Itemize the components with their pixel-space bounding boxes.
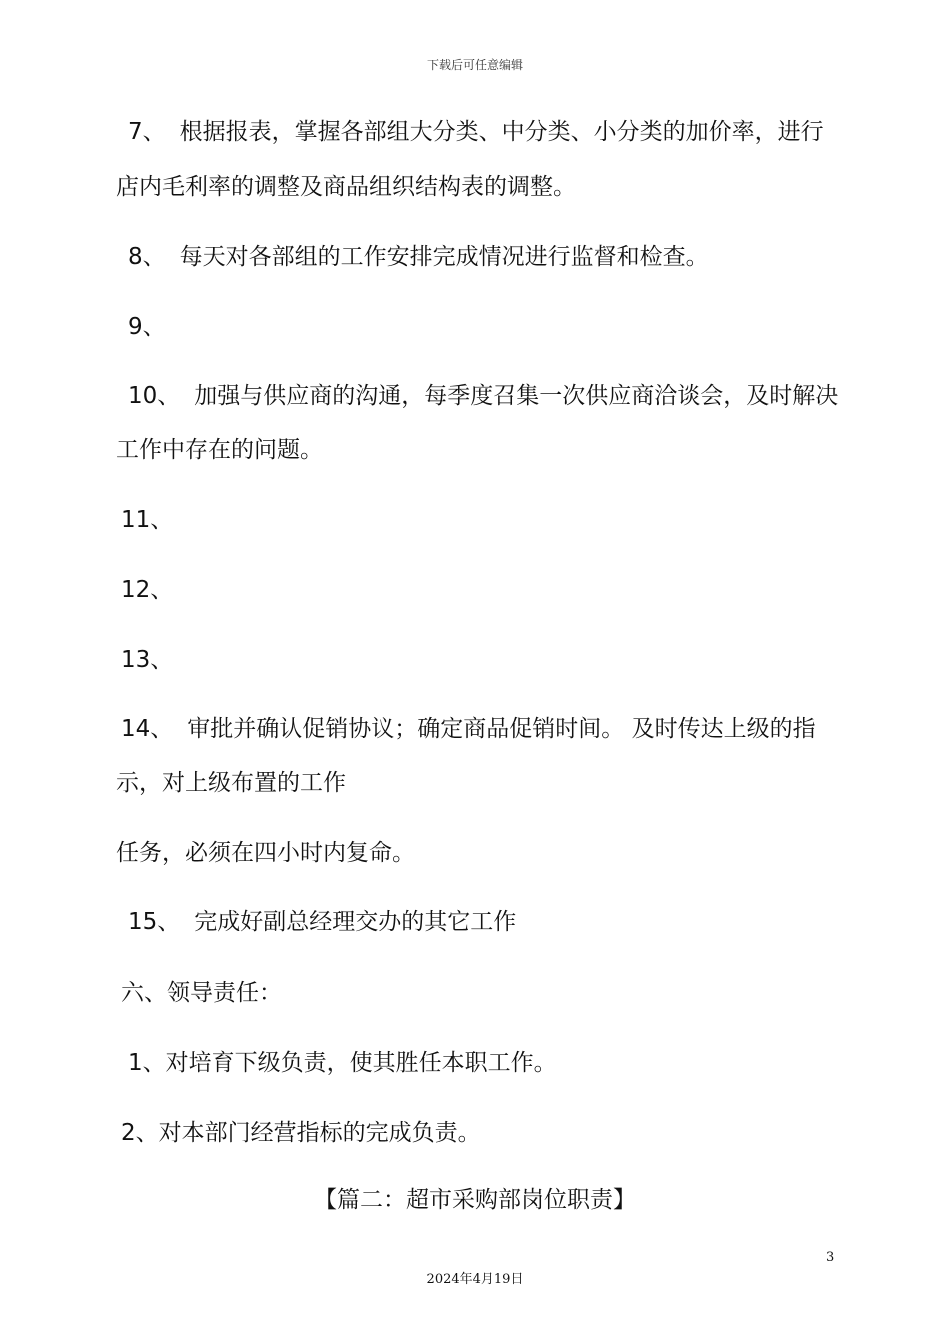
- list-item-12: [121, 575, 173, 605]
- item-number: 10、: [128, 383, 181, 409]
- item-text: 每天对各部组的工作安排完成情况进行监督和检查。: [179, 244, 709, 270]
- responsibility-item-1: 1、对培育下级负责，使其胜任本职工作。: [128, 1050, 557, 1076]
- item-number: 8、: [128, 244, 166, 270]
- list-item-15: [128, 907, 516, 937]
- list-item-8: [128, 242, 709, 272]
- list-item-9: [128, 312, 166, 342]
- list-item-14-continuation: 示，对上级布置的工作: [116, 770, 346, 796]
- list-item-7: [128, 117, 824, 147]
- item-text: 加强与供应商的沟通，每季度召集一次供应商洽谈会，及时解决: [194, 383, 839, 409]
- item-text: 审批并确认促销协议；确定商品促销时间。 及时传达上级的指: [187, 716, 816, 742]
- page-number: 3: [826, 1250, 835, 1265]
- item-number: 11、: [121, 507, 174, 533]
- page-header: 下载后可任意编辑: [426, 58, 523, 72]
- list-item-10-continuation: 工作中存在的问题。: [116, 437, 323, 463]
- footer-date: 2024年4月19日: [426, 1272, 524, 1287]
- responsibility-item-2: 2、对本部门经营指标的完成负责。: [121, 1120, 481, 1146]
- list-item-11: [121, 505, 173, 535]
- list-item-7-continuation: 店内毛利率的调整及商品组织结构表的调整。: [116, 174, 576, 200]
- item-text: 根据报表，掌握各部组大分类、中分类、小分类的加价率，进行: [179, 119, 824, 145]
- item-number: 7、: [128, 119, 166, 145]
- item-number: 9、: [128, 314, 166, 340]
- section-title: 【篇二：超市采购部岗位职责】: [314, 1187, 636, 1213]
- section-heading: 六、领导责任：: [121, 980, 282, 1006]
- list-item-14: [121, 714, 816, 744]
- item-text: 完成好副总经理交办的其它工作: [194, 909, 517, 935]
- list-item-14-continuation-2: 任务，必须在四小时内复命。: [116, 840, 415, 866]
- item-number: 14、: [121, 716, 174, 742]
- list-item-10: [128, 381, 838, 411]
- list-item-13: [121, 645, 173, 675]
- item-number: 15、: [128, 909, 181, 935]
- item-number: 13、: [121, 647, 174, 673]
- item-number: 12、: [121, 577, 174, 603]
